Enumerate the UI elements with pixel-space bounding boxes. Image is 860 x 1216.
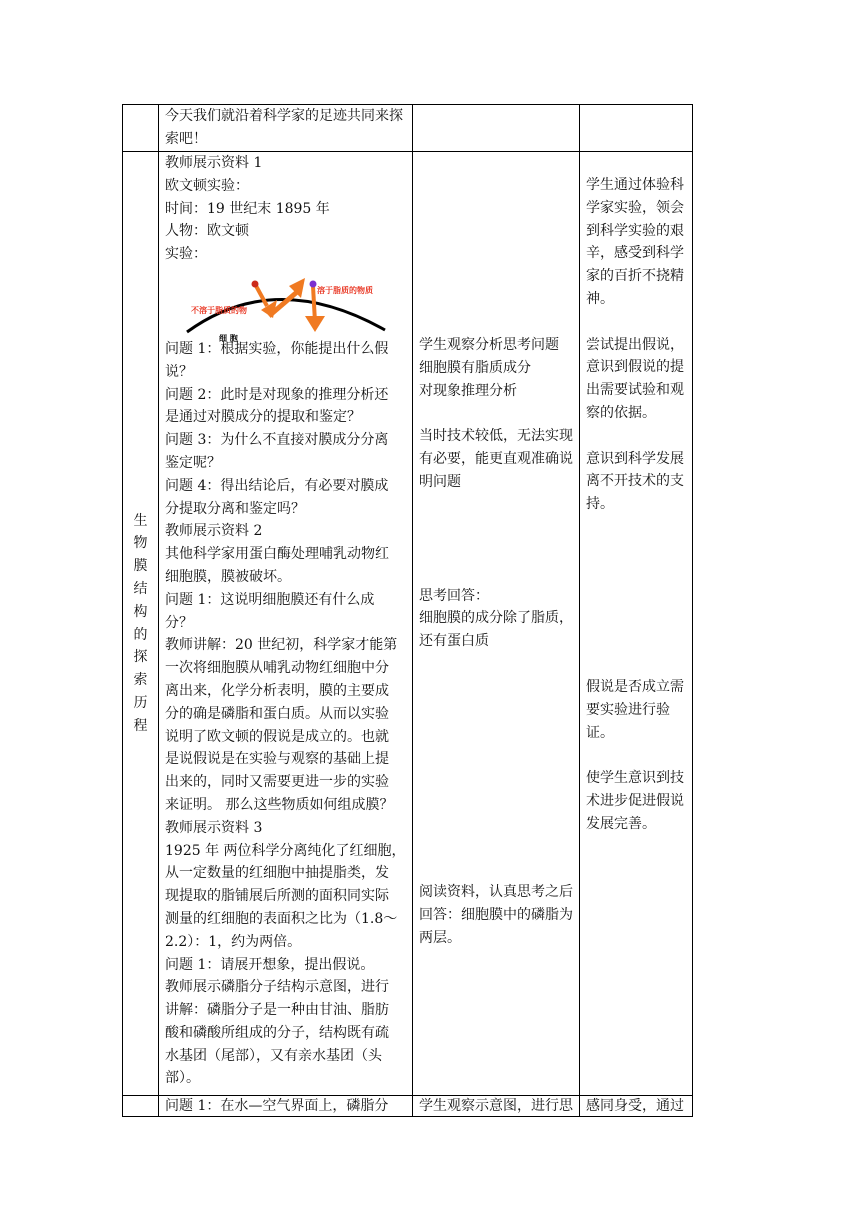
intent-line: 感同身受，通过 bbox=[586, 1098, 684, 1114]
teacher-line: 酸和磷酸所组成的分子，结构既有疏 bbox=[165, 1024, 389, 1041]
teacher-line: 来证明。 那么这些物质如何组成膜？ bbox=[165, 796, 394, 813]
teacher-line: 现提取的脂铺展后所测的面积同实际 bbox=[165, 888, 389, 905]
teacher-line: 教师展示磷脂分子结构示意图，进行 bbox=[165, 979, 389, 996]
intent-line: 意识到科学发展 bbox=[586, 450, 684, 467]
teacher-line: 是说假说是在实验与观察的基础上提 bbox=[165, 751, 389, 768]
student-block-1 bbox=[419, 334, 573, 402]
intent-line: 要实验进行验 bbox=[586, 701, 670, 718]
teacher-line: 出来的，同时又需要更进一步的实验 bbox=[165, 774, 389, 791]
table-row bbox=[123, 105, 693, 152]
teacher-line: 说？ bbox=[165, 363, 193, 380]
table-row bbox=[123, 1096, 693, 1117]
student-activity-cell bbox=[413, 152, 580, 1096]
teacher-line: 教师展示资料 1 bbox=[165, 155, 263, 171]
teacher-line: 问题 1：在水—空气界面上，磷脂分 bbox=[165, 1098, 389, 1114]
student-line: 细胞膜有脂质成分 bbox=[419, 359, 531, 376]
teacher-line: 实验： bbox=[165, 246, 207, 263]
teacher-line: 细胞膜，膜被破坏。 bbox=[165, 568, 291, 585]
student-line: 明问题 bbox=[419, 473, 461, 490]
intent-block-1 bbox=[586, 174, 686, 311]
overton-experiment-diagram bbox=[165, 266, 395, 343]
teacher-line: 分？ bbox=[165, 614, 193, 631]
teacher-line: 分的确是磷脂和蛋白质。从而以实验 bbox=[165, 705, 389, 722]
teacher-line: 从一定数量的红细胞中抽提脂类，发 bbox=[165, 865, 389, 882]
student-line: 当时技术较低，无法实现 bbox=[419, 428, 573, 445]
intent-line: 察的依据。 bbox=[586, 404, 656, 421]
category-cell-empty bbox=[123, 1096, 159, 1117]
intent-line: 到科学实验的艰 bbox=[586, 222, 684, 239]
intent-line: 术进步促进假说 bbox=[586, 792, 684, 809]
student-activity-cell bbox=[413, 1096, 580, 1117]
teacher-line: 欧文顿实验： bbox=[165, 177, 249, 194]
intent-block-4 bbox=[586, 676, 686, 744]
intent-line: 学生通过体验科 bbox=[586, 177, 684, 193]
student-line: 学生观察示意图，进行思 bbox=[419, 1098, 573, 1114]
intent-block-2 bbox=[586, 334, 686, 425]
insoluble-substance-label: 不溶于脂质的物 bbox=[191, 305, 247, 315]
design-intent-cell bbox=[580, 105, 693, 152]
teacher-line: 一次将细胞膜从哺乳动物红细胞中分 bbox=[165, 660, 389, 677]
intent-block-5 bbox=[586, 767, 686, 835]
intent-line: 神。 bbox=[586, 290, 614, 307]
teacher-line: 分提取分离和鉴定吗？ bbox=[165, 500, 305, 517]
intent-line: 假说是否成立需 bbox=[586, 678, 684, 695]
lesson-plan-table bbox=[122, 104, 693, 1117]
teacher-line: 1925 年 两位科学分离纯化了红细胞， bbox=[165, 842, 406, 859]
teacher-line: 问题 2：此时是对现象的推理分析还 bbox=[165, 386, 389, 403]
teacher-lines-part1 bbox=[165, 152, 406, 266]
intent-line: 发展完善。 bbox=[586, 815, 656, 832]
intent-line: 家的百折不挠精 bbox=[586, 268, 684, 285]
student-block-4 bbox=[419, 881, 573, 949]
student-activity-cell bbox=[413, 105, 580, 152]
intent-line: 离不开技术的支 bbox=[586, 473, 684, 490]
category-cell bbox=[123, 152, 159, 1096]
teacher-line: 测量的红细胞的表面积之比为（1.8～ bbox=[165, 910, 398, 927]
teacher-line: 问题 1：请展开想象，提出假说。 bbox=[165, 956, 375, 973]
teacher-lines-part2 bbox=[165, 338, 406, 1090]
intent-block-3 bbox=[586, 448, 686, 516]
teacher-line: 其他科学家用蛋白酶处理哺乳动物红 bbox=[165, 546, 389, 563]
teacher-activity-cell bbox=[159, 1096, 413, 1117]
student-line: 学生观察分析思考问题 bbox=[419, 337, 559, 353]
student-line: 对现象推理分析 bbox=[419, 382, 517, 399]
intent-line: 证。 bbox=[586, 724, 614, 741]
teacher-line: 问题 3：为什么不直接对膜成分分离 bbox=[165, 432, 389, 449]
teacher-line: 鉴定呢？ bbox=[165, 454, 221, 471]
student-block-2 bbox=[419, 425, 573, 493]
design-intent-cell bbox=[580, 1096, 693, 1117]
teacher-line: 时间：19 世纪末 1895 年 bbox=[165, 200, 330, 217]
category-label: 生物膜结构的探索历程 bbox=[133, 512, 148, 734]
teacher-line: 水基团（尾部），又有亲水基团（头 bbox=[165, 1047, 382, 1064]
student-line: 回答：细胞膜中的磷脂为 bbox=[419, 906, 573, 923]
teacher-line: 离出来，化学分析表明，膜的主要成 bbox=[165, 682, 389, 699]
intro-text: 今天我们就沿着科学家的足迹共同来探索吧！ bbox=[165, 108, 403, 147]
category-cell-empty bbox=[123, 105, 159, 152]
intent-line: 持。 bbox=[586, 496, 614, 513]
teacher-line: 是通过对膜成分的提取和鉴定？ bbox=[165, 409, 361, 426]
design-intent-cell bbox=[580, 152, 693, 1096]
student-line: 阅读资料，认真思考之后 bbox=[419, 883, 573, 900]
teacher-line: 教师展示资料 2 bbox=[165, 523, 263, 540]
teacher-line: 问题 4：得出结论后，有必要对膜成 bbox=[165, 477, 389, 494]
teacher-line: 讲解：磷脂分子是一种由甘油、脂肪 bbox=[165, 1002, 389, 1019]
teacher-activity-cell bbox=[159, 152, 413, 1096]
table-row bbox=[123, 152, 693, 1096]
cell-label: 细 胞 bbox=[219, 333, 238, 343]
teacher-line: 说明了欧文顿的假说是成立的。也就 bbox=[165, 728, 389, 745]
student-line: 思考回答： bbox=[419, 587, 489, 604]
intent-line: 尝试提出假说， bbox=[586, 336, 684, 353]
soluble-substance-label: 溶于脂质的物质 bbox=[317, 285, 373, 295]
teacher-line: 问题 1：根据实验，你能提出什么假 bbox=[165, 340, 389, 357]
student-line: 还有蛋白质 bbox=[419, 633, 489, 650]
teacher-line: 2.2）：1，约为两倍。 bbox=[165, 933, 302, 950]
teacher-activity-cell bbox=[159, 105, 413, 152]
student-line: 细胞膜的成分除了脂质， bbox=[419, 610, 573, 627]
teacher-line: 问题 1：这说明细胞膜还有什么成 bbox=[165, 591, 375, 608]
intent-line: 辛，感受到科学 bbox=[586, 245, 684, 262]
intent-line: 使学生意识到技 bbox=[586, 770, 684, 787]
teacher-line: 教师讲解：20 世纪初，科学家才能第 bbox=[165, 637, 398, 654]
intent-line: 意识到假说的提 bbox=[586, 359, 684, 376]
teacher-line: 人物：欧文顿 bbox=[165, 223, 249, 240]
teacher-line: 部）。 bbox=[165, 1070, 200, 1087]
student-block-3 bbox=[419, 585, 573, 653]
student-line: 有必要，能更直观准确说 bbox=[419, 450, 573, 467]
intent-line: 学家实验，领会 bbox=[586, 199, 684, 216]
intent-line: 出需要试验和观 bbox=[586, 382, 684, 399]
teacher-line: 教师展示资料 3 bbox=[165, 819, 263, 836]
student-line: 两层。 bbox=[419, 929, 461, 946]
